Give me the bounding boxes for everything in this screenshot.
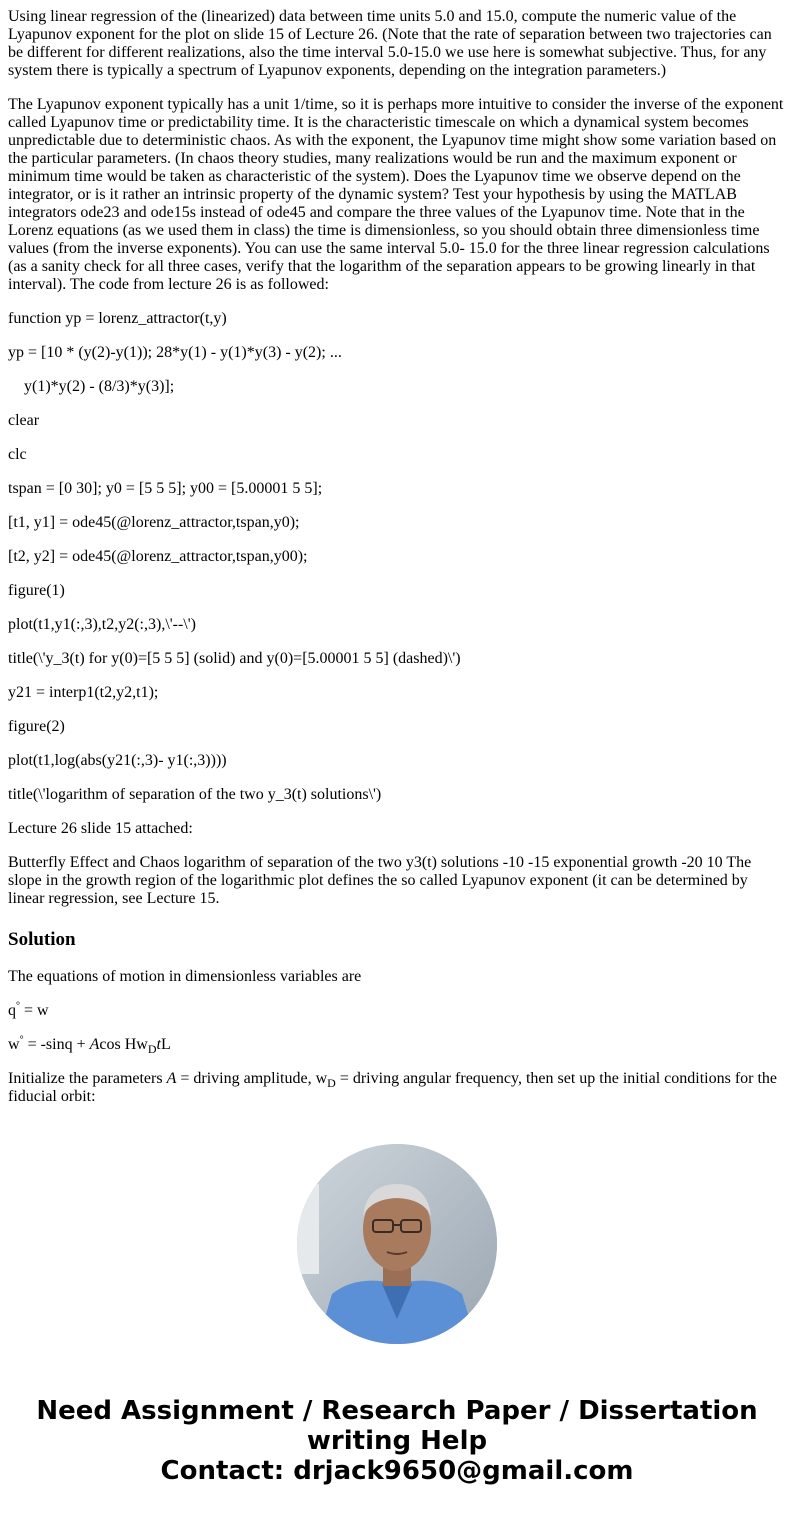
- eq2-rhs-c: L: [160, 1036, 171, 1053]
- code-line-11: title(\'y_3(t) for y(0)=[5 5 5] (solid) and y(0)=[5.00001 5 5] (dashed)\'): [8, 650, 461, 667]
- eq2-sub: D: [147, 1042, 157, 1057]
- author-photo: [297, 1144, 497, 1344]
- code-line-12: y21 = interp1(t2,y2,t1);: [8, 684, 159, 701]
- code-line-4: clear: [8, 412, 40, 429]
- init-text-a: Initialize the parameters: [8, 1070, 167, 1087]
- author-photo-container: [8, 1144, 786, 1344]
- eq2-rhs-b: cos Hw: [99, 1036, 148, 1053]
- footer-line-1: Need Assignment / Research Paper / Dissertation: [36, 1396, 758, 1426]
- equation-1: [8, 1002, 786, 1020]
- code-line-15: title(\'logarithm of separation of the two y_3(t) solutions\'): [8, 786, 382, 803]
- init-sub: D: [327, 1076, 336, 1091]
- eq2-dot: °: [19, 1034, 24, 1046]
- init-amplitude: A: [166, 1070, 177, 1087]
- code-line-8: [t2, y2] = ode45(@lorenz_attractor,tspan,y00);: [8, 548, 308, 565]
- footer-contact: Contact: drjack9650@gmail.com: [160, 1456, 634, 1486]
- eq2-amplitude: A: [89, 1036, 100, 1053]
- code-line-5: clc: [8, 446, 27, 463]
- code-line-3: y(1)*y(2) - (8/3)*y(3)];: [24, 378, 175, 395]
- init-text-b: = driving amplitude, w: [176, 1070, 328, 1087]
- author-photo-illustration: [297, 1144, 497, 1344]
- solution-intro: The equations of motion in dimensionless variables are: [8, 968, 362, 985]
- code-line-9: figure(1): [8, 582, 65, 599]
- eq1-lhs: q: [8, 1002, 16, 1019]
- question-paragraph-2: The Lyapunov exponent typically has a unit 1/time, so it is perhaps more intuitive to consider the inverse of the exponent called Lyapunov time or predictability time. It is the characteristic timescale on which a dynamical system becomes unpredictable due to deterministic chaos. As with the exponent, the Lyapunov time might show some variation based on the particular parameters. (In chaos theory studies, many realizations would be run and the maximum exponent or minimum time would be taken as characteristic of the system). Does the Lyapunov time we observe depend on the integrator, or is it rather an intrinsic property of the dynamic system? Test your hypothesis by using the MATLAB integrators ode23 and ode15s instead of ode45 and compare the three values of the Lyapunov time. Note that in the Lorenz equations (as we used them in class) the time is dimensionless, so you should obtain three dimensionless time values (from the inverse exponents). You can use the same interval 5.0- 15.0 for the three linear regression calculations (as a sanity check for all three cases, verify that the logarithm of the separation appears to be growing linearly in that interval). The code from lecture 26 is as followed:: [8, 96, 784, 293]
- code-line-14: plot(t1,log(abs(y21(:,3)- y1(:,3)))): [8, 752, 227, 769]
- slide-text: Butterfly Effect and Chaos logarithm of separation of the two y3(t) solutions -10 -15 exponential growth -20 10 The slope in the growth region of the logarithmic plot defines the so called Lyapunov exponent (it can be determined by linear regression, see Lecture 15.: [8, 854, 752, 907]
- attachment-label: Lecture 26 slide 15 attached:: [8, 820, 193, 837]
- footer-line-2: writing Help: [306, 1426, 488, 1456]
- init-text-c: = driving angular frequency, then set up the initial conditions for the fiducial orbit:: [8, 1070, 778, 1105]
- equation-2: [8, 1034, 786, 1057]
- code-line-2: yp = [10 * (y(2)-y(1)); 28*y(1) - y(1)*y(3) - y(2); ...: [8, 344, 342, 361]
- code-line-7: [t1, y1] = ode45(@lorenz_attractor,tspan,y0);: [8, 514, 300, 531]
- eq2-lhs: w: [8, 1036, 20, 1053]
- solution-heading: Solution: [8, 929, 76, 950]
- eq2-t: t: [156, 1036, 161, 1053]
- code-line-6: tspan = [0 30]; y0 = [5 5 5]; y00 = [5.00001 5 5];: [8, 480, 323, 497]
- code-line-13: figure(2): [8, 718, 65, 735]
- promo-footer: [8, 1396, 786, 1486]
- eq1-rhs: = w: [20, 1002, 49, 1019]
- init-paragraph: [8, 1070, 786, 1106]
- code-line-10: plot(t1,y1(:,3),t2,y2(:,3),\'--\'): [8, 616, 196, 633]
- eq2-rhs-a: = -sinq +: [23, 1036, 90, 1053]
- question-paragraph-1: Using linear regression of the (linearized) data between time units 5.0 and 15.0, compute the numeric value of the Lyapunov exponent for the plot on slide 15 of Lecture 26. (Note that the rate of separation between two trajectories can be different for different realizations, also the time interval 5.0-15.0 we use here is somewhat subjective. Thus, for any system there is typically a spectrum of Lyapunov exponents, depending on the integration parameters.): [8, 8, 772, 79]
- code-line-1: function yp = lorenz_attractor(t,y): [8, 310, 227, 327]
- eq1-dot: °: [16, 1000, 20, 1012]
